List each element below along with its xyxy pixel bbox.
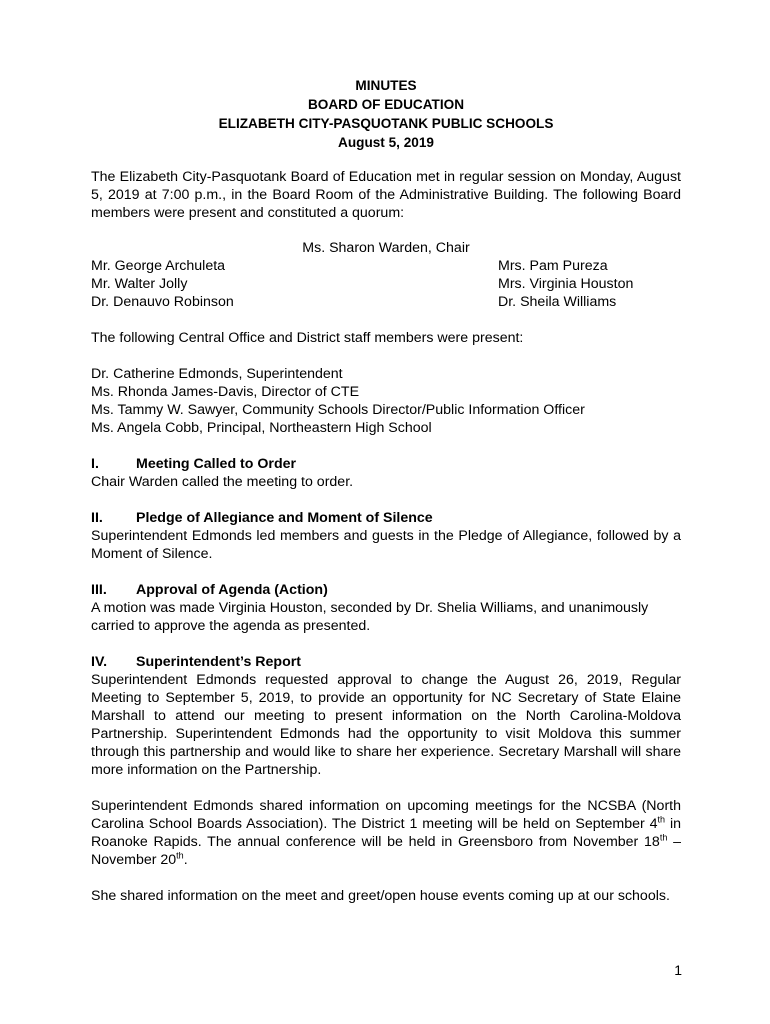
section-heading	[91, 509, 681, 527]
section-heading	[91, 581, 681, 599]
section-number: IV.	[91, 654, 108, 670]
header-minutes: MINUTES	[355, 78, 417, 93]
ncsba-paragraph	[91, 797, 681, 869]
member-name: Mrs. Pam Pureza	[498, 258, 608, 274]
section-body: Superintendent Edmonds requested approval to change the August 26, 2019, Regular Meeting to September 5, 2019, to provide an opportunity for NC Secretary of State Elaine Marshall to attend our meeting to present information on the North Carolina-Moldova Partnership. Superintendent Edmonds had the opportunity to visit Moldova this summer through this partnership and would like to share her experience. Secretary Marshall will share more information on the Partnership.	[91, 672, 681, 778]
section-4	[91, 653, 681, 779]
member-name: Dr. Denauvo Robinson	[91, 294, 234, 310]
board-members	[91, 257, 681, 311]
section-1	[91, 455, 681, 491]
ncsba-text: .	[183, 852, 188, 868]
member-name: Dr. Sheila Williams	[498, 294, 617, 310]
section-title: Pledge of Allegiance and Moment of Silence	[136, 510, 433, 526]
member-name: Mrs. Virginia Houston	[498, 276, 634, 292]
section-number: II.	[91, 510, 103, 526]
header-district: ELIZABETH CITY-PASQUOTANK PUBLIC SCHOOLS	[218, 116, 554, 131]
staff-list	[91, 365, 681, 437]
header-date: August 5, 2019	[338, 135, 434, 150]
section-title: Meeting Called to Order	[136, 456, 297, 472]
section-title: Approval of Agenda (Action)	[136, 582, 328, 598]
section-number: III.	[91, 582, 107, 598]
section-3	[91, 581, 681, 635]
ordinal-suffix: th	[176, 850, 184, 861]
member-name: Mr. Walter Jolly	[91, 276, 188, 292]
section-2	[91, 509, 681, 563]
staff-member: Dr. Catherine Edmonds, Superintendent	[91, 366, 343, 382]
ncsba-text: in Roanoke Rapids. The annual conference will be held in Greensboro from November 18	[91, 816, 682, 850]
staff-intro: The following Central Office and District staff members were present:	[91, 330, 524, 346]
section-body: Chair Warden called the meeting to order.	[91, 474, 354, 490]
section-body: Superintendent Edmonds led members and guests in the Pledge of Allegiance, followed by a Moment of Silence.	[91, 528, 681, 562]
staff-member: Ms. Rhonda James-Davis, Director of CTE	[91, 384, 360, 400]
member-name: Mr. George Archuleta	[91, 258, 226, 274]
section-body: A motion was made Virginia Houston, seconded by Dr. Shelia Williams, and unanimously carried to approve the agenda as presented.	[91, 600, 649, 634]
members-left-column	[91, 257, 234, 311]
section-title: Superintendent’s Report	[136, 654, 302, 670]
document-page	[91, 76, 681, 905]
members-right-column	[498, 257, 681, 311]
ncsba-text: Superintendent Edmonds shared information on upcoming meetings for the NCSBA (North Carolina School Boards Association). The District 1 meeting will be held on September 4	[91, 798, 681, 832]
page-number: 1	[674, 962, 682, 978]
section-heading	[91, 653, 681, 671]
section-number: I.	[91, 456, 99, 472]
ordinal-suffix: th	[657, 814, 666, 825]
header-board: BOARD OF EDUCATION	[307, 97, 465, 112]
document-header	[91, 76, 681, 152]
chair-line: Ms. Sharon Warden, Chair	[302, 240, 470, 256]
ordinal-suffix: th	[659, 832, 668, 843]
staff-member: Ms. Angela Cobb, Principal, Northeastern High School	[91, 420, 432, 436]
section-heading	[91, 455, 681, 473]
staff-member: Ms. Tammy W. Sawyer, Community Schools Director/Public Information Officer	[91, 402, 585, 418]
ncsba-text: – November 20	[91, 834, 681, 868]
closing-paragraph: She shared information on the meet and greet/open house events coming up at our schools.	[91, 888, 670, 904]
intro-paragraph: The Elizabeth City-Pasquotank Board of Education met in regular session on Monday, August 5, 2019 at 7:00 p.m., in the Board Room of the Administrative Building. The following Board members were present and constituted a quorum:	[91, 169, 681, 221]
